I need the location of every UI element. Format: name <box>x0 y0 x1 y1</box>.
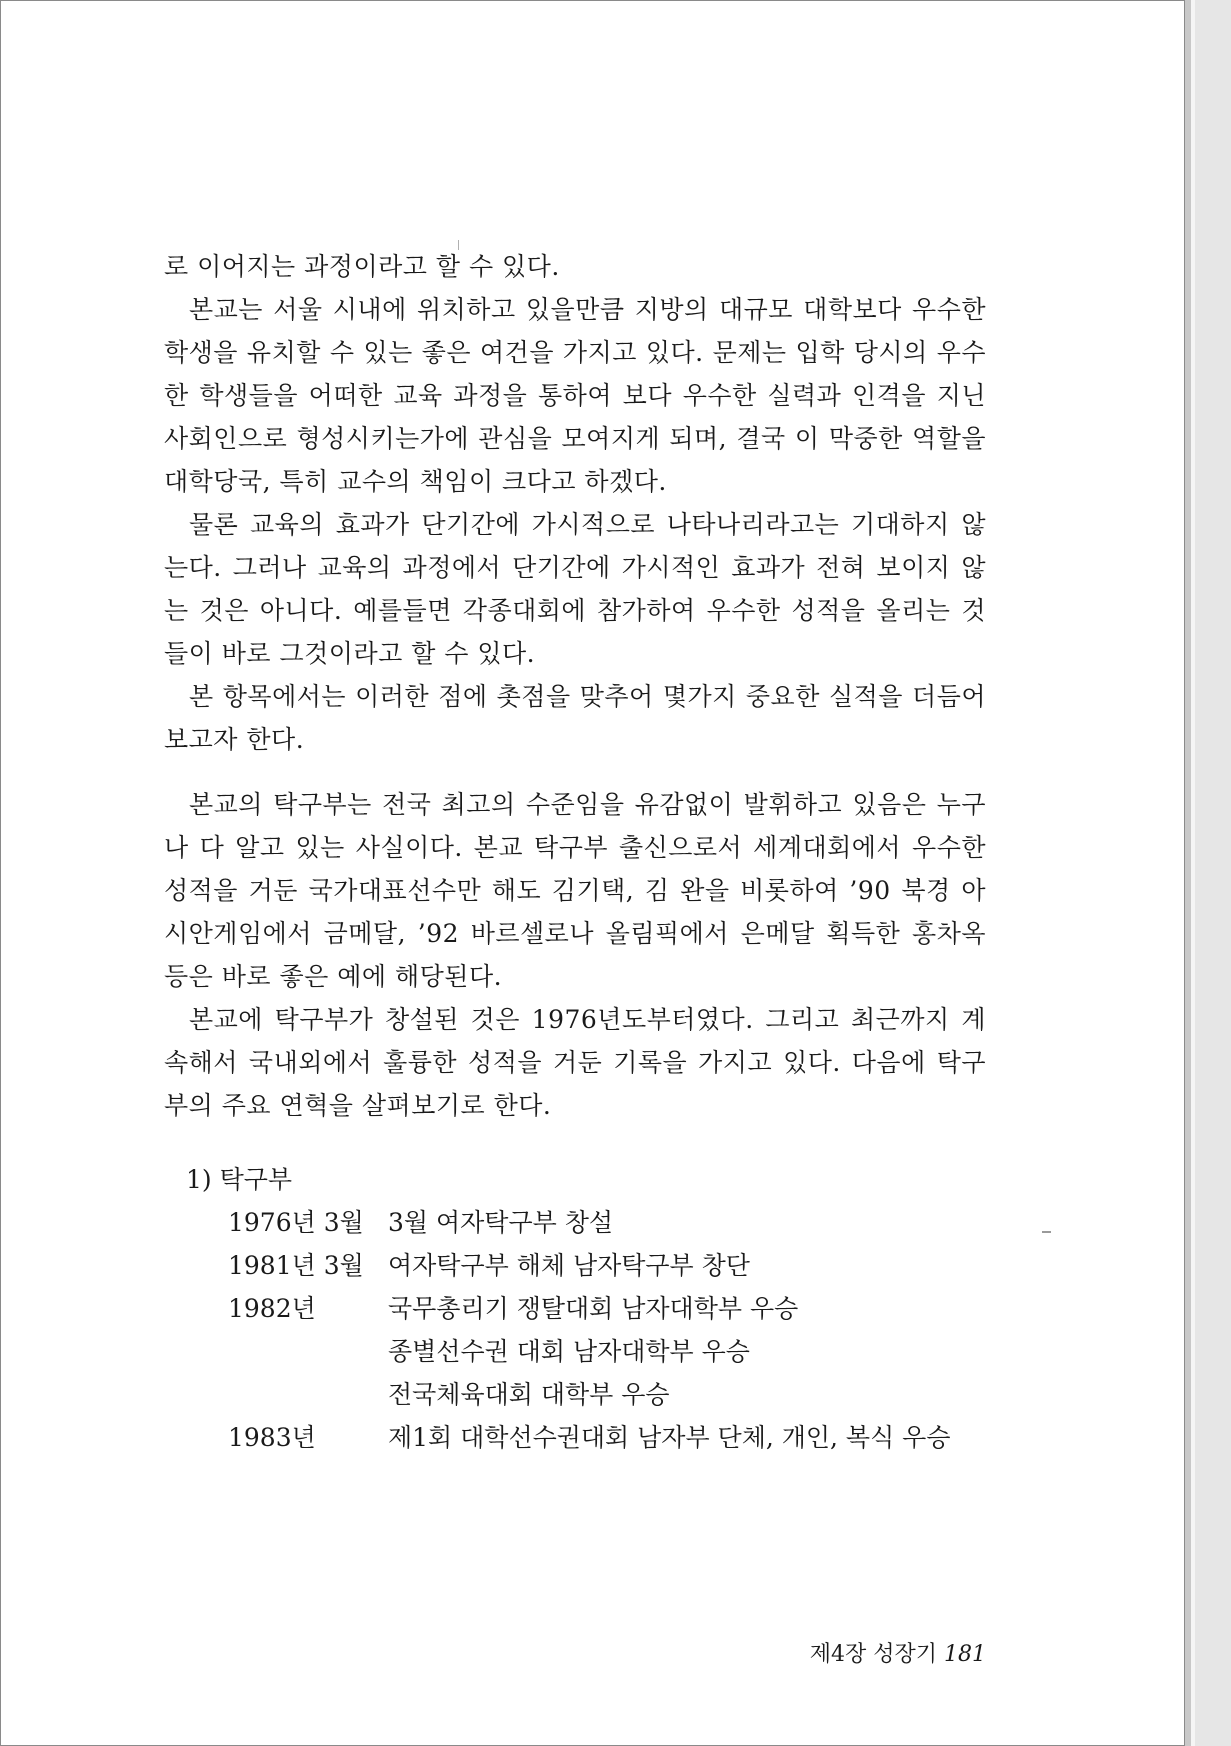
page-number: 181 <box>944 1642 986 1667</box>
history-year: 1976년 3월 <box>228 1208 364 1237</box>
history-events <box>388 1416 1006 1459</box>
history-events <box>388 1287 1006 1416</box>
history-event: 제1회 대학선수권대회 남자부 단체, 개인, 복식 우승 <box>388 1423 951 1452</box>
history-row <box>186 1244 1006 1287</box>
intro-section <box>164 245 986 761</box>
history-year: 1981년 3월 <box>228 1251 364 1280</box>
history-event: 여자탁구부 해체 남자탁구부 창단 <box>388 1251 750 1280</box>
history-event: 종별선수권 대회 남자대학부 우승 <box>388 1337 750 1366</box>
history-year: 1982년 <box>228 1294 316 1323</box>
history-row <box>186 1201 1006 1244</box>
history-event: 국무총리기 쟁탈대회 남자대학부 우승 <box>388 1294 799 1323</box>
history-row <box>186 1416 1006 1459</box>
paragraph-continuation: 로 이어지는 과정이라고 할 수 있다. <box>164 252 560 281</box>
paragraph: 본교의 탁구부는 전국 최고의 수준임을 유감없이 발휘하고 있음은 누구나 다 알고 있는 사실이다. 본교 탁구부 출신으로서 세계대회에서 우수한 성적을 거둔 국가대표선수만 해도 김기택, 김 완을 비롯하여 ’90 북경 아시안게임에서 금메달, ’92 바르셀로나 올림픽에서 은메달 획득한 홍차옥 등은 바로 좋은 예에 해당된다. <box>164 790 986 991</box>
paragraph: 본 항목에서는 이러한 점에 촛점을 맞추어 몇가지 중요한 실적을 더듬어 보고자 한다. <box>164 682 986 754</box>
page-footer <box>1 1637 986 1668</box>
scan-mark <box>1042 1231 1051 1233</box>
history-row <box>186 1287 1006 1416</box>
history-heading: 1) 탁구부 <box>186 1165 293 1194</box>
history-event: 3월 여자탁구부 창설 <box>388 1208 613 1237</box>
history-events <box>388 1244 1006 1287</box>
history-year: 1983년 <box>228 1423 316 1452</box>
table-tennis-section <box>164 783 986 1127</box>
paragraph: 본교는 서울 시내에 위치하고 있을만큼 지방의 대규모 대학보다 우수한 학생을 유치할 수 있는 좋은 여건을 가지고 있다. 문제는 입학 당시의 우수한 학생들을 어떠한 교육 과정을 통하여 보다 우수한 실력과 인격을 지닌 사회인으로 형성시키는가에 관심을 모여지게 되며, 결국 이 막중한 역할을 대학당국, 특히 교수의 책임이 크다고 하겠다. <box>164 295 986 496</box>
paragraph: 물론 교육의 효과가 단기간에 가시적으로 나타나리라고는 기대하지 않는다. 그러나 교육의 과정에서 단기간에 가시적인 효과가 전혀 보이지 않는 것은 아니다. 예를들면 각종대회에 참가하여 우수한 성적을 올리는 것들이 바로 그것이라고 할 수 있다. <box>164 510 986 668</box>
history-events <box>388 1201 1006 1244</box>
paragraph: 본교에 탁구부가 창설된 것은 1976년도부터였다. 그리고 최근까지 계속해서 국내외에서 훌륭한 성적을 거둔 기록을 가지고 있다. 다음에 탁구부의 주요 연혁을 살펴보기로 한다. <box>164 1005 986 1120</box>
table-tennis-history <box>186 1158 1006 1459</box>
chapter-title: 제4장 성장기 <box>809 1642 937 1667</box>
history-event: 전국체육대회 대학부 우승 <box>388 1380 670 1409</box>
